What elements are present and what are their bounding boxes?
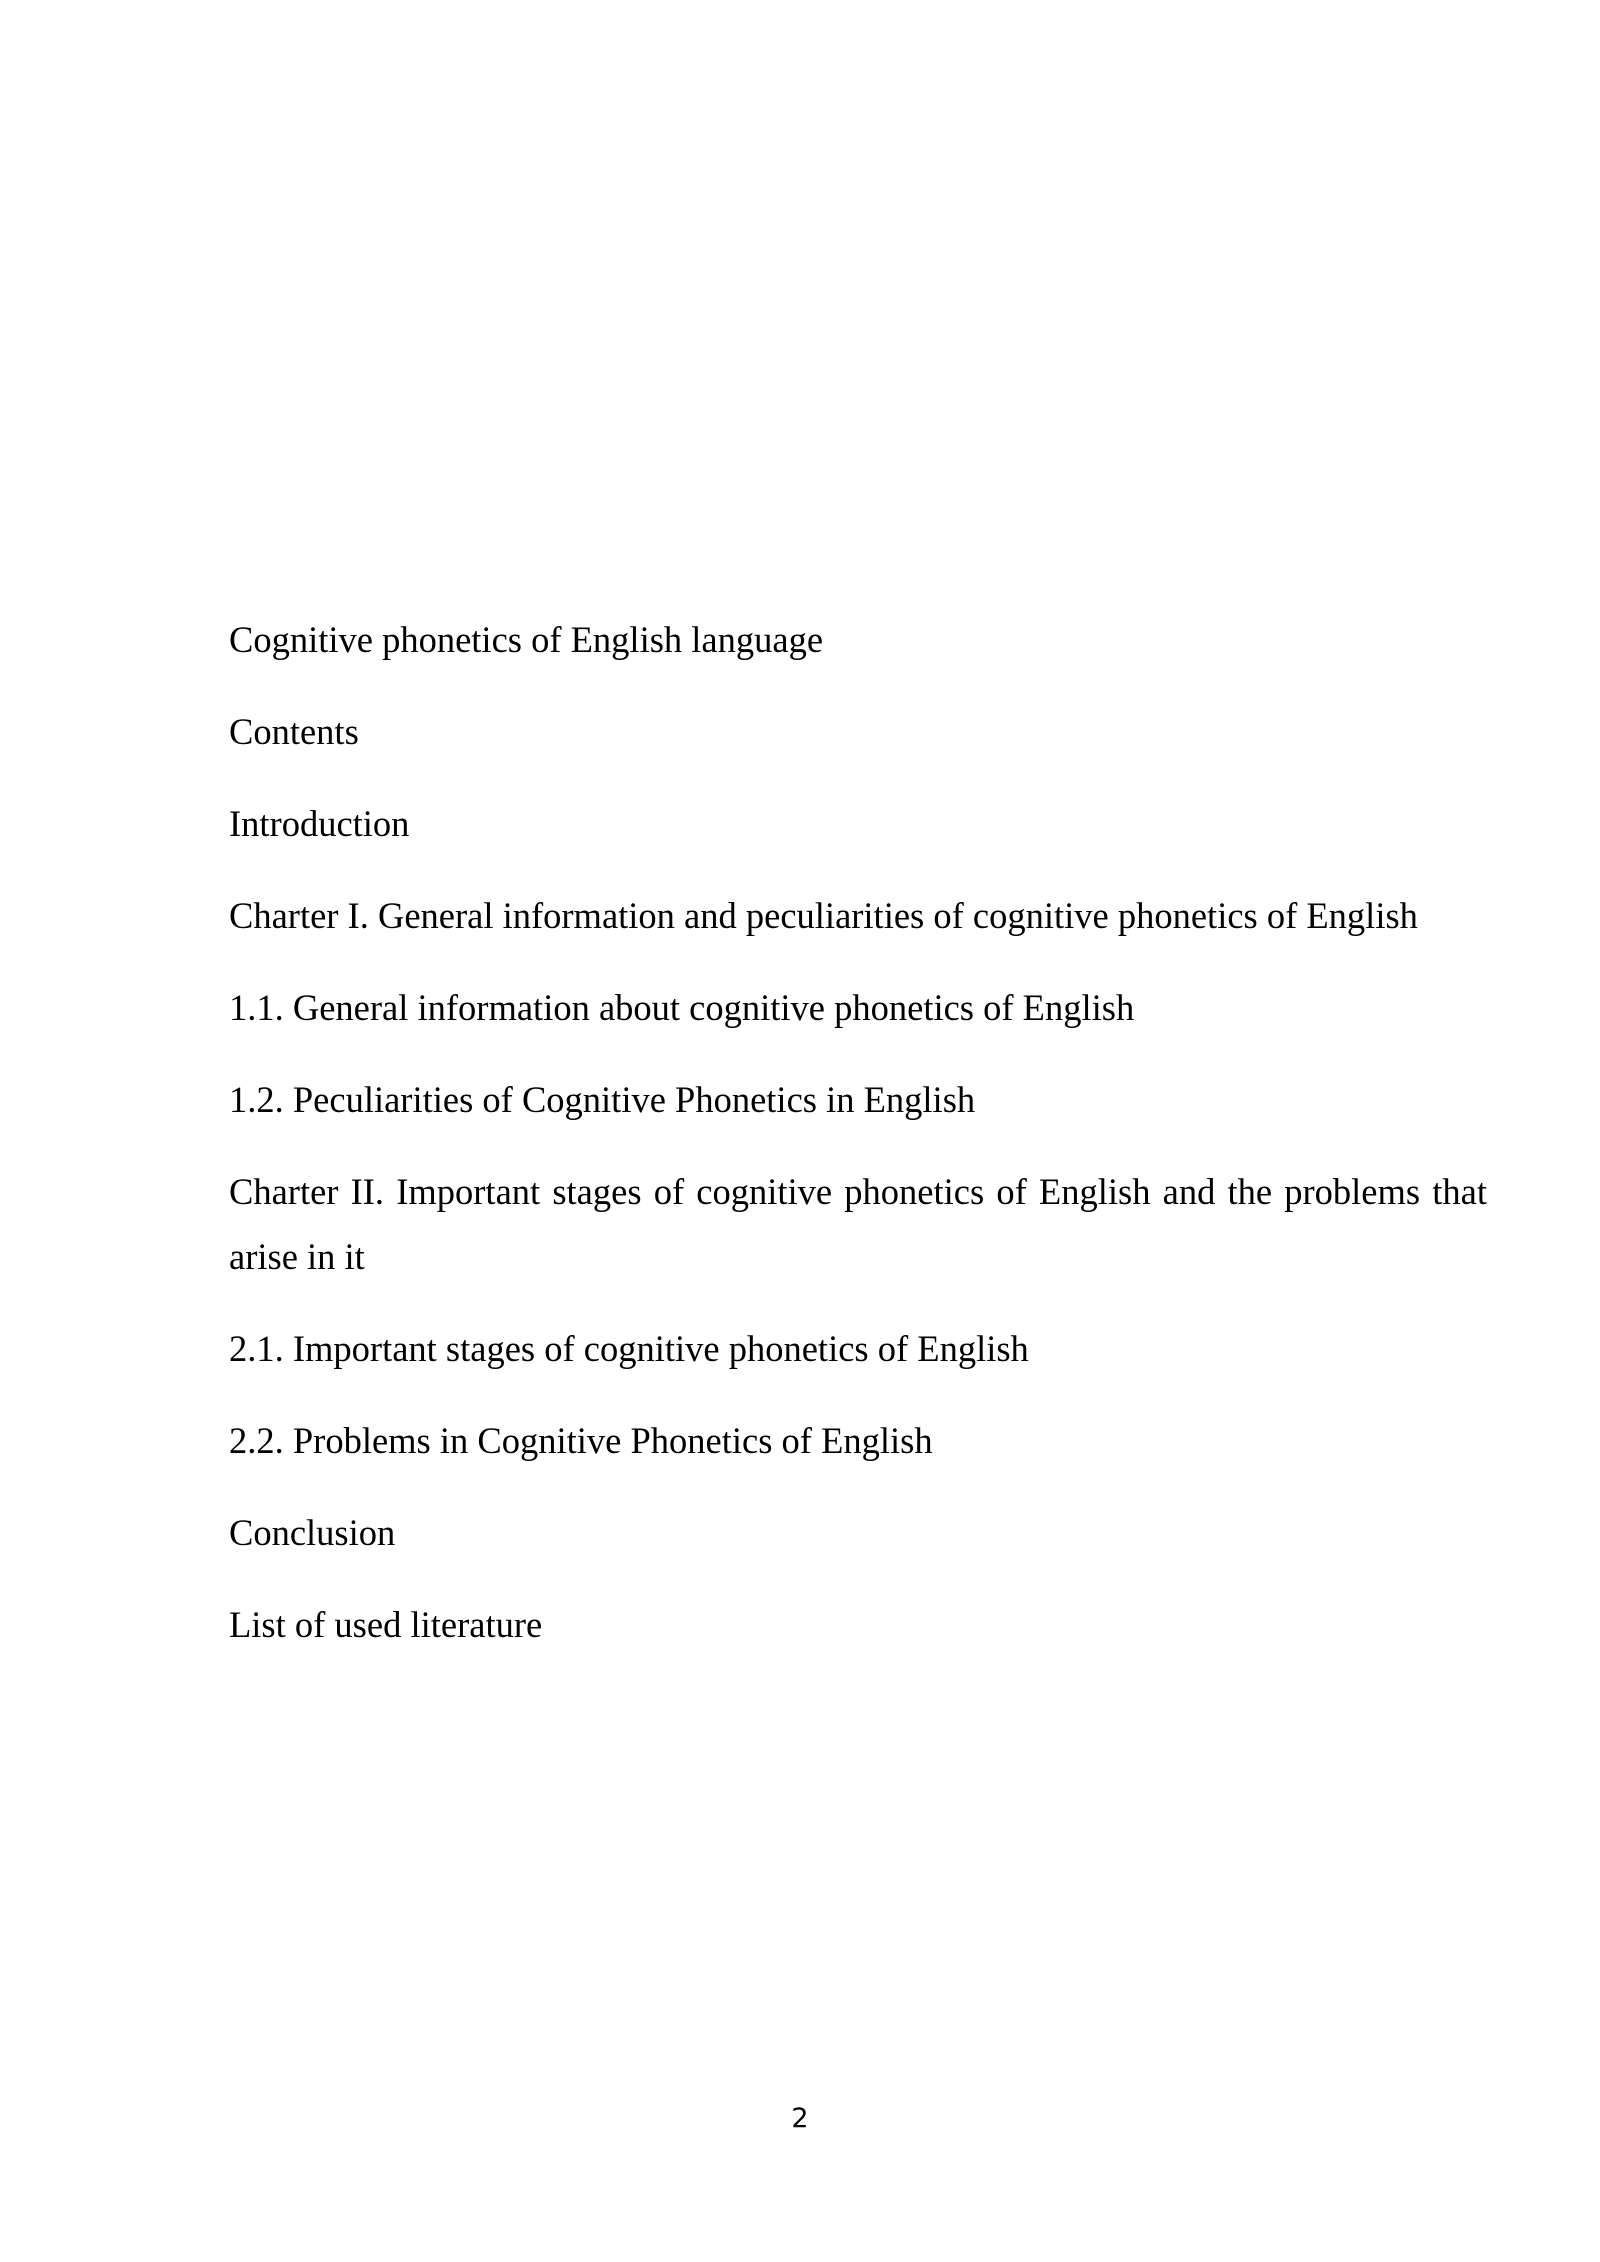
toc-entry-section-2-2: 2.2. Problems in Cognitive Phonetics of English <box>229 1420 933 1461</box>
document-title: Cognitive phonetics of English language <box>229 619 824 660</box>
document-body <box>229 607 1487 1684</box>
toc-entry-section-2-1: 2.1. Important stages of cognitive phonetics of English <box>229 1328 1029 1369</box>
toc-entry-section-1-2: 1.2. Peculiarities of Cognitive Phonetics in English <box>229 1079 976 1120</box>
toc-entry-chapter-2: Charter II. Important stages of cognitive phonetics of English and the problems that arise in it <box>229 1171 1487 1277</box>
toc-entry-section-1-1: 1.1. General information about cognitive phonetics of English <box>229 987 1135 1028</box>
toc-entry-literature: List of used literature <box>229 1604 543 1645</box>
contents-heading: Contents <box>229 711 359 752</box>
page-number: 2 <box>791 2103 809 2134</box>
toc-entry-introduction: Introduction <box>229 803 410 844</box>
toc-entry-chapter-1: Charter I. General information and peculiarities of cognitive phonetics of English <box>229 895 1418 936</box>
toc-entry-conclusion: Conclusion <box>229 1512 396 1553</box>
